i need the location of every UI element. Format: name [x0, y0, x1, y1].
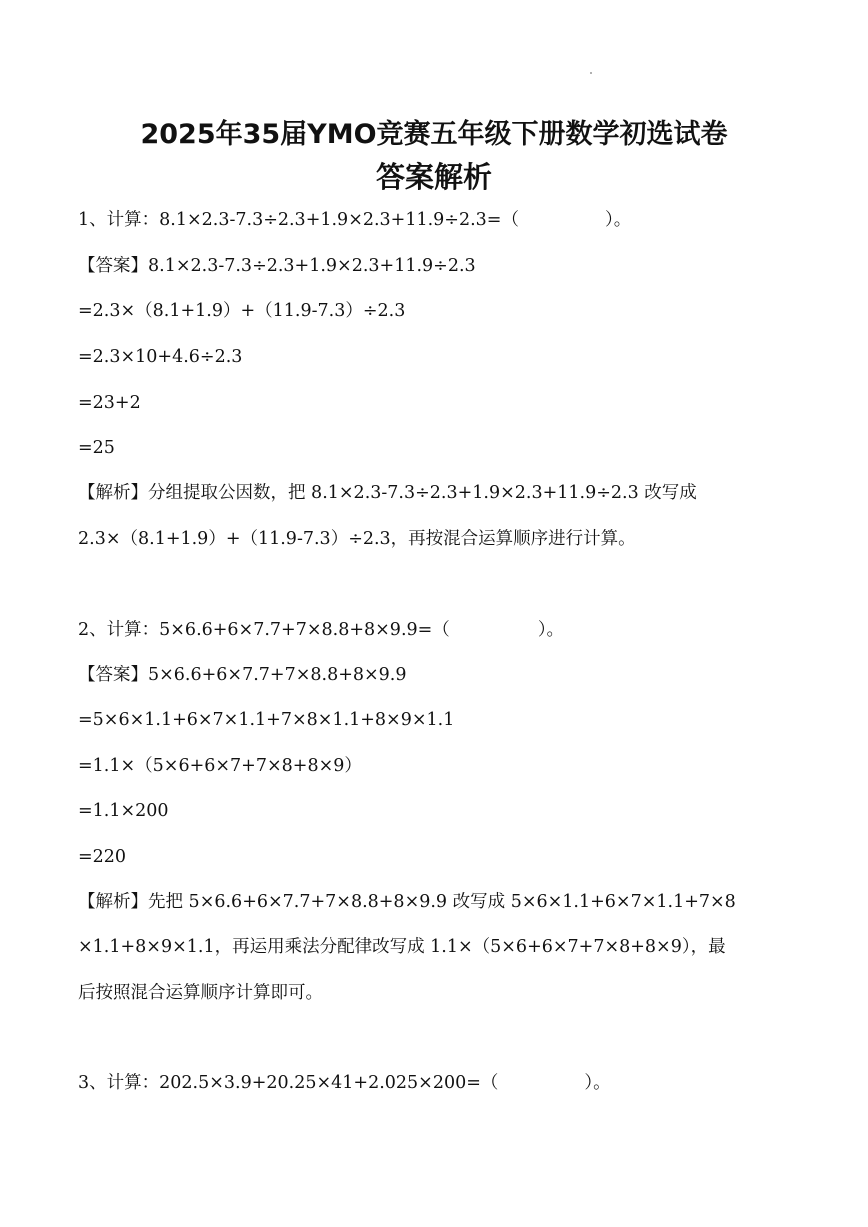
answer-line: =2.3×（8.1+1.9）+（11.9-7.3）÷2.3 — [78, 301, 406, 321]
question-2-end: ）。 — [537, 620, 565, 640]
answer-line: =1.1×（5×6+6×7+7×8+8×9） — [78, 756, 362, 776]
answer-line: =2.3×10+4.6÷2.3 — [78, 347, 243, 367]
answer-line: 【答案】5×6.6+6×7.7+7×8.8+8×9.9 — [78, 665, 407, 685]
answer-line: 【答案】8.1×2.3-7.3÷2.3+1.9×2.3+11.9÷2.3 — [78, 256, 476, 276]
answer-line: =5×6×1.1+6×7×1.1+7×8×1.1+8×9×1.1 — [78, 710, 455, 730]
answer-line: =220 — [78, 847, 127, 867]
scan-dot — [590, 72, 592, 74]
page-title: 2025年35届YMO竞赛五年级下册数学初选试卷 — [140, 119, 728, 150]
question-3 — [78, 1071, 611, 1095]
page-subtitle: 答案解析 — [375, 160, 492, 194]
question-2-text: 2、计算：5×6.6+6×7.7+7×8.8+8×9.9=（ — [78, 620, 450, 640]
analysis-line: 后按照混合运算顺序计算即可。 — [78, 983, 323, 1003]
analysis-line: 【解析】分组提取公因数，把 8.1×2.3-7.3÷2.3+1.9×2.3+11.9÷2.3 改写成 — [78, 483, 697, 503]
question-2 — [78, 618, 564, 642]
analysis-line: 【解析】先把 5×6.6+6×7.7+7×8.8+8×9.9 改写成 5×6×1.1+6×7×1.1+7×8 — [78, 892, 736, 912]
question-3-text: 3、计算：202.5×3.9+20.25×41+2.025×200=（ — [78, 1073, 499, 1093]
question-3-end: ）。 — [584, 1073, 611, 1093]
question-1-end: ）。 — [604, 210, 632, 230]
analysis-line: 2.3×（8.1+1.9）+（11.9-7.3）÷2.3，再按混合运算顺序进行计算。 — [78, 529, 636, 549]
question-1-text: 1、计算：8.1×2.3-7.3÷2.3+1.9×2.3+11.9÷2.3=（ — [78, 210, 519, 230]
analysis-line: ×1.1+8×9×1.1，再运用乘法分配律改写成 1.1×（5×6+6×7+7×8+8×9），最 — [78, 937, 726, 957]
question-1 — [78, 208, 631, 232]
answer-line: =1.1×200 — [78, 801, 169, 821]
answer-line: =23+2 — [78, 393, 141, 413]
answer-line: =25 — [78, 438, 115, 458]
